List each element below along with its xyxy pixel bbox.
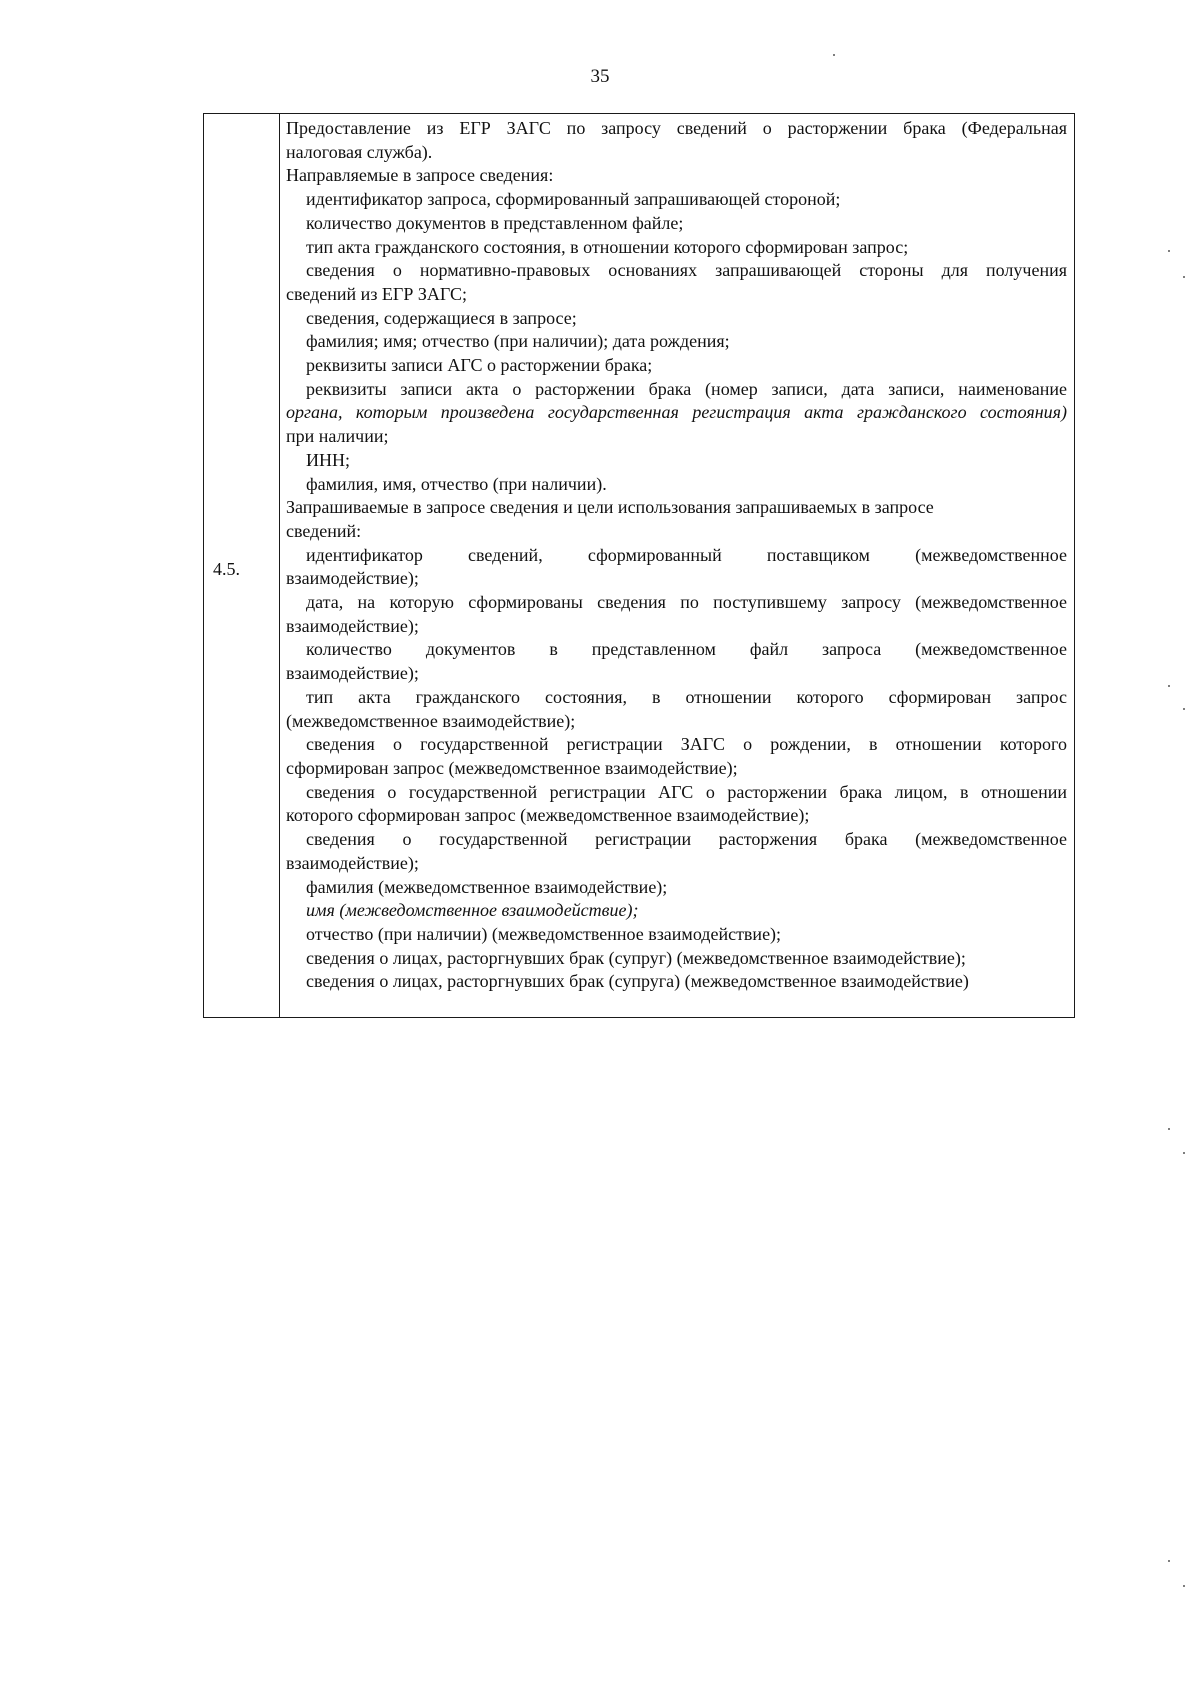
- row-description-cell: [286, 117, 1067, 994]
- text-line: тип акта гражданского состояния, в отношении которого сформирован запрос: [306, 686, 1067, 707]
- text-line: имя (межведомственное взаимодействие);: [306, 900, 639, 921]
- text-line: Запрашиваемые в запросе сведения и цели использования запрашиваемых в запросе: [286, 497, 934, 518]
- scan-speck: [1183, 1152, 1185, 1154]
- requirements-table: [203, 113, 1075, 1018]
- text-line: количество документов в представленном файл запроса (межведомственное: [306, 639, 1067, 660]
- text-line: фамилия; имя; отчество (при наличии); дата рождения;: [306, 331, 730, 352]
- scan-speck: [1168, 1128, 1170, 1130]
- text-line: при наличии;: [286, 426, 389, 447]
- text-line: сведения о государственной регистрации ЗАГС о рождении, в отношении которого: [306, 734, 1067, 755]
- text-line: сформирован запрос (межведомственное взаимодействие);: [286, 757, 738, 778]
- page-number: 35: [590, 66, 610, 87]
- text-line: идентификатор сведений, сформированный поставщиком (межведомственное: [306, 544, 1067, 565]
- scan-speck: [1183, 1585, 1185, 1587]
- text-line: фамилия, имя, отчество (при наличии).: [306, 473, 607, 494]
- text-line: идентификатор запроса, сформированный запрашивающей стороной;: [306, 189, 841, 210]
- row-number-cell: [204, 114, 280, 1017]
- text-line: фамилия (межведомственное взаимодействие);: [306, 876, 668, 897]
- text-line: тип акта гражданского состояния, в отношении которого сформирован запрос;: [306, 236, 909, 257]
- text-line: которого сформирован запрос (межведомственное взаимодействие);: [286, 805, 810, 826]
- scan-speck: [833, 54, 835, 56]
- text-line: дата, на которую сформированы сведения по поступившему запросу (межведомственное: [306, 592, 1067, 613]
- text-line: Направляемые в запросе сведения:: [286, 165, 554, 186]
- text-line: сведения о государственной регистрации АГС о расторжении брака лицом, в отношении: [306, 781, 1067, 802]
- row-number: 4.5.: [213, 559, 240, 579]
- text-line: Предоставление из ЕГР ЗАГС по запросу сведений о расторжении брака (Федеральная: [286, 118, 1067, 138]
- text-line: взаимодействие);: [286, 852, 419, 873]
- text-line: сведения о лицах, расторгнувших брак (супруга) (межведомственное взаимодействие): [306, 971, 969, 992]
- scan-speck: [1168, 685, 1170, 687]
- text-line: сведений из ЕГР ЗАГС;: [286, 283, 468, 304]
- text-line: отчество (при наличии) (межведомственное взаимодействие);: [306, 923, 782, 944]
- text-line: (межведомственное взаимодействие);: [286, 710, 576, 731]
- text-line: налоговая служба).: [286, 141, 433, 162]
- scan-speck: [1168, 1560, 1170, 1562]
- text-line: ИНН;: [306, 449, 350, 470]
- text-line: количество документов в представленном файле;: [306, 212, 684, 233]
- text-line: взаимодействие);: [286, 615, 419, 636]
- text-line: сведений:: [286, 520, 362, 541]
- text-line: взаимодействие);: [286, 663, 419, 684]
- text-line: сведения о государственной регистрации расторжения брака (межведомственное: [306, 829, 1067, 850]
- text-line: реквизиты записи акта о расторжении брака (номер записи, дата записи, наименование: [306, 378, 1067, 399]
- text-line: реквизиты записи АГС о расторжении брака;: [306, 355, 653, 376]
- scan-speck: [1183, 276, 1185, 278]
- text-line: сведения, содержащиеся в запросе;: [306, 307, 577, 328]
- text-line: сведения о нормативно-правовых основаниях запрашивающей стороны для получения: [306, 260, 1067, 281]
- scan-speck: [1183, 708, 1185, 710]
- text-line: органа, которым произведена государственная регистрация акта гражданского состояния): [286, 402, 1067, 423]
- text-line: взаимодействие);: [286, 568, 419, 589]
- scan-speck: [1168, 250, 1170, 252]
- text-line: сведения о лицах, расторгнувших брак (супруг) (межведомственное взаимодействие);: [306, 947, 966, 968]
